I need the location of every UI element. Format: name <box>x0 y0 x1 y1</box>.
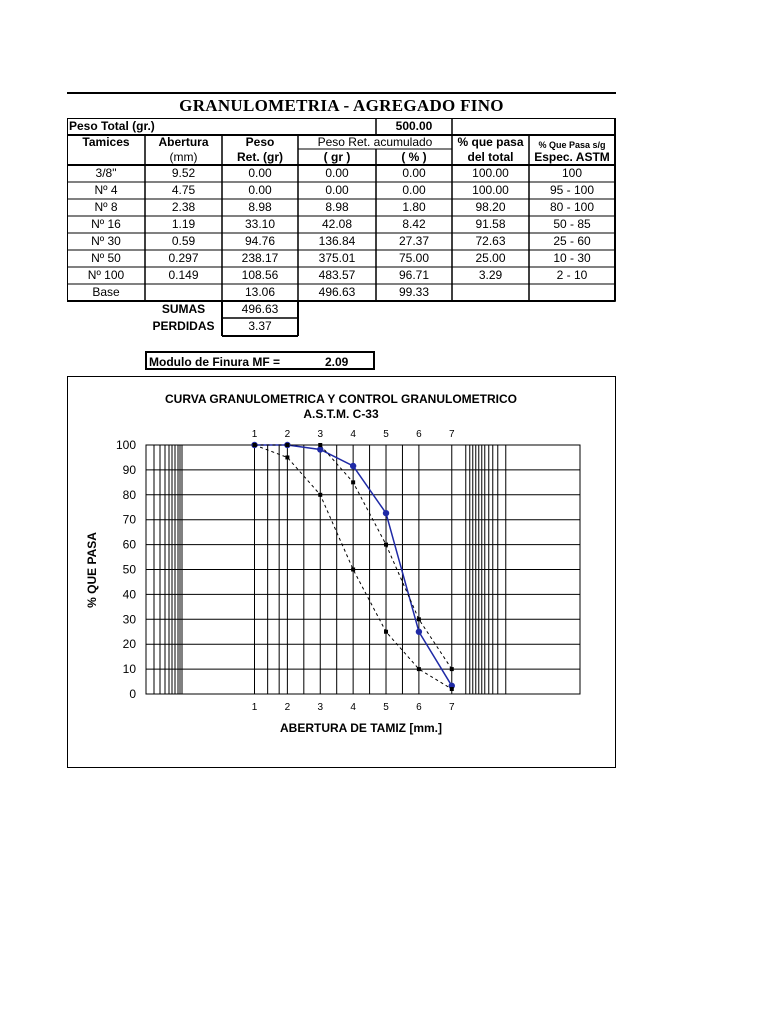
header-abertura: Abertura <box>158 135 209 149</box>
table-cell-acum_pct: 96.71 <box>398 268 430 282</box>
spec-limit-point <box>351 568 355 572</box>
table-cell-peso: 8.98 <box>248 200 272 214</box>
table-cell-acum_gr: 496.63 <box>318 285 356 299</box>
spec-limit-point <box>384 543 388 547</box>
table-cell-espec: 2 - 10 <box>556 268 588 282</box>
spec-limit-point <box>253 443 257 447</box>
chart-panel <box>67 376 616 768</box>
table-cell-espec: 95 - 100 <box>549 183 595 197</box>
table-cell-tamiz: Nº 50 <box>91 251 121 265</box>
mf-label: Modulo de Finura MF = <box>149 355 280 369</box>
x-tick-label: 4 <box>350 702 356 713</box>
table-cell-pasa: 98.20 <box>475 200 506 214</box>
table-cell-abertura: 0.297 <box>168 251 199 265</box>
chart-title: CURVA GRANULOMETRICA Y CONTROL GRANULOMETRICO <box>164 392 518 406</box>
table-cell-acum_pct: 99.33 <box>398 285 430 299</box>
y-tick-label: 40 <box>122 587 136 602</box>
spec-limit-point <box>285 455 289 459</box>
perdidas-label: PERDIDAS <box>152 319 215 333</box>
y-tick-label: 10 <box>122 662 136 677</box>
spec-limit-point <box>285 443 289 447</box>
spec-limit-point <box>318 493 322 497</box>
y-tick-label: 60 <box>122 537 136 552</box>
table-cell-abertura: 2.38 <box>171 200 196 214</box>
x-tick-label-top: 2 <box>284 429 291 440</box>
x-tick-label-top: 7 <box>448 429 455 440</box>
table-cell-abertura: 4.75 <box>171 183 196 197</box>
y-tick-label: 20 <box>122 637 136 652</box>
header-acum-pct: ( % ) <box>401 150 427 164</box>
table-cell-peso: 13.06 <box>244 285 276 299</box>
header-espec: % Que Pasa s/g <box>538 140 606 150</box>
perdidas-value: 3.37 <box>248 319 272 333</box>
table-cell-acum_pct: 27.37 <box>398 234 430 248</box>
table-cell-acum_gr: 0.00 <box>325 183 349 197</box>
table-cell-acum_gr: 42.08 <box>321 217 353 231</box>
peso-total-value: 500.00 <box>395 119 433 133</box>
grading-curve-point <box>350 463 356 469</box>
table-cell-acum_pct: 0.00 <box>402 183 426 197</box>
table-cell-acum_pct: 1.80 <box>402 200 426 214</box>
table-cell-acum_pct: 0.00 <box>402 166 426 180</box>
spec-limit-point <box>450 687 454 691</box>
header-pasa: % que pasa <box>457 135 524 149</box>
header-peso: Peso <box>245 135 275 149</box>
table-cell-tamiz: Nº 100 <box>87 268 125 282</box>
y-tick-label: 100 <box>115 438 136 452</box>
spec-limit-point <box>450 667 454 671</box>
granulometry-table <box>67 118 616 333</box>
table-cell-tamiz: Nº 30 <box>91 234 121 248</box>
table-cell-tamiz: 3/8" <box>95 166 117 180</box>
y-tick-label: 80 <box>122 487 136 502</box>
top-rule <box>67 92 616 94</box>
table-cell-abertura: 1.19 <box>171 217 196 231</box>
spec-limit-point <box>318 443 322 447</box>
table-cell-pasa: 100.00 <box>472 166 509 180</box>
x-tick-label: 7 <box>448 702 455 713</box>
header-pasa-total: del total <box>467 150 514 164</box>
table-cell-acum_gr: 483.57 <box>318 268 356 282</box>
table-cell-tamiz: Nº 8 <box>94 200 118 214</box>
table-cell-pasa: 72.63 <box>475 234 506 248</box>
grading-curve-point <box>383 510 389 516</box>
table-cell-acum_gr: 0.00 <box>325 166 349 180</box>
y-tick-label: 30 <box>122 612 136 627</box>
spec-limit-point <box>417 667 421 671</box>
sumas-label: SUMAS <box>161 302 206 316</box>
table-cell-espec: 50 - 85 <box>553 217 591 231</box>
table-cell-espec: 100 <box>561 166 583 180</box>
table-cell-peso: 108.56 <box>241 268 279 282</box>
table-cell-abertura: 9.52 <box>171 166 196 180</box>
spec-limit-point <box>417 617 421 621</box>
header-espec-astm: Espec. ASTM <box>534 150 610 164</box>
x-tick-label: 3 <box>317 702 324 713</box>
page-title: GRANULOMETRIA - AGREGADO FINO <box>179 96 504 115</box>
table-cell-espec: 25 - 60 <box>553 234 591 248</box>
table-cell-pasa: 3.29 <box>478 268 503 282</box>
peso-total-label: Peso Total (gr.) <box>69 119 155 133</box>
table-cell-tamiz: Base <box>92 285 120 299</box>
y-tick-label: 90 <box>122 462 136 477</box>
spec-limit-point <box>351 480 355 484</box>
y-axis-label: % QUE PASA <box>85 532 99 608</box>
table-cell-pasa: 25.00 <box>475 251 506 265</box>
x-tick-label-top: 5 <box>383 429 389 440</box>
x-tick-label-top: 6 <box>416 429 422 440</box>
mf-box <box>145 351 375 370</box>
x-tick-label-top: 4 <box>350 429 356 440</box>
x-tick-label-top: 1 <box>251 429 258 440</box>
table-cell-tamiz: Nº 4 <box>94 183 118 197</box>
x-tick-label: 1 <box>251 702 258 713</box>
header-peso-unit: Ret. (gr) <box>237 150 283 164</box>
x-tick-label: 5 <box>383 702 389 713</box>
header-tamices: Tamices <box>82 135 130 149</box>
x-tick-label: 6 <box>416 702 422 713</box>
y-tick-label: 50 <box>122 562 136 577</box>
y-tick-label: 0 <box>129 687 136 701</box>
table-cell-espec: 10 - 30 <box>553 251 591 265</box>
table-cell-abertura: 0.59 <box>171 234 196 248</box>
chart-subtitle: A.S.T.M. C-33 <box>303 407 379 421</box>
x-axis-label: ABERTURA DE TAMIZ [mm.] <box>280 721 442 735</box>
table-cell-peso: 0.00 <box>248 166 272 180</box>
table-cell-pasa: 91.58 <box>475 217 506 231</box>
grading-curve-point <box>416 629 422 635</box>
sumas-value: 496.63 <box>241 302 279 316</box>
x-tick-label-top: 3 <box>317 429 324 440</box>
y-tick-label: 70 <box>122 512 136 527</box>
table-cell-pasa: 100.00 <box>472 183 509 197</box>
table-cell-abertura: 0.149 <box>168 268 199 282</box>
table-cell-acum_gr: 8.98 <box>325 200 349 214</box>
table-cell-peso: 238.17 <box>241 251 279 265</box>
table-cell-peso: 94.76 <box>244 234 276 248</box>
header-acum-gr: ( gr ) <box>323 150 351 164</box>
header-acumulado: Peso Ret. acumulado <box>317 135 433 149</box>
table-cell-espec: 80 - 100 <box>549 200 595 214</box>
table-cell-tamiz: Nº 16 <box>91 217 121 231</box>
table-cell-peso: 33.10 <box>244 217 276 231</box>
table-cell-peso: 0.00 <box>248 183 272 197</box>
table-cell-acum_gr: 136.84 <box>318 234 356 248</box>
grading-chart <box>68 377 617 769</box>
table-cell-acum_pct: 75.00 <box>398 251 430 265</box>
spec-limit-point <box>384 630 388 634</box>
table-cell-acum_pct: 8.42 <box>402 217 426 231</box>
table-cell-acum_gr: 375.01 <box>318 251 356 265</box>
header-abertura-unit: (mm) <box>169 150 198 164</box>
x-tick-label: 2 <box>284 702 291 713</box>
mf-value: 2.09 <box>325 355 349 369</box>
